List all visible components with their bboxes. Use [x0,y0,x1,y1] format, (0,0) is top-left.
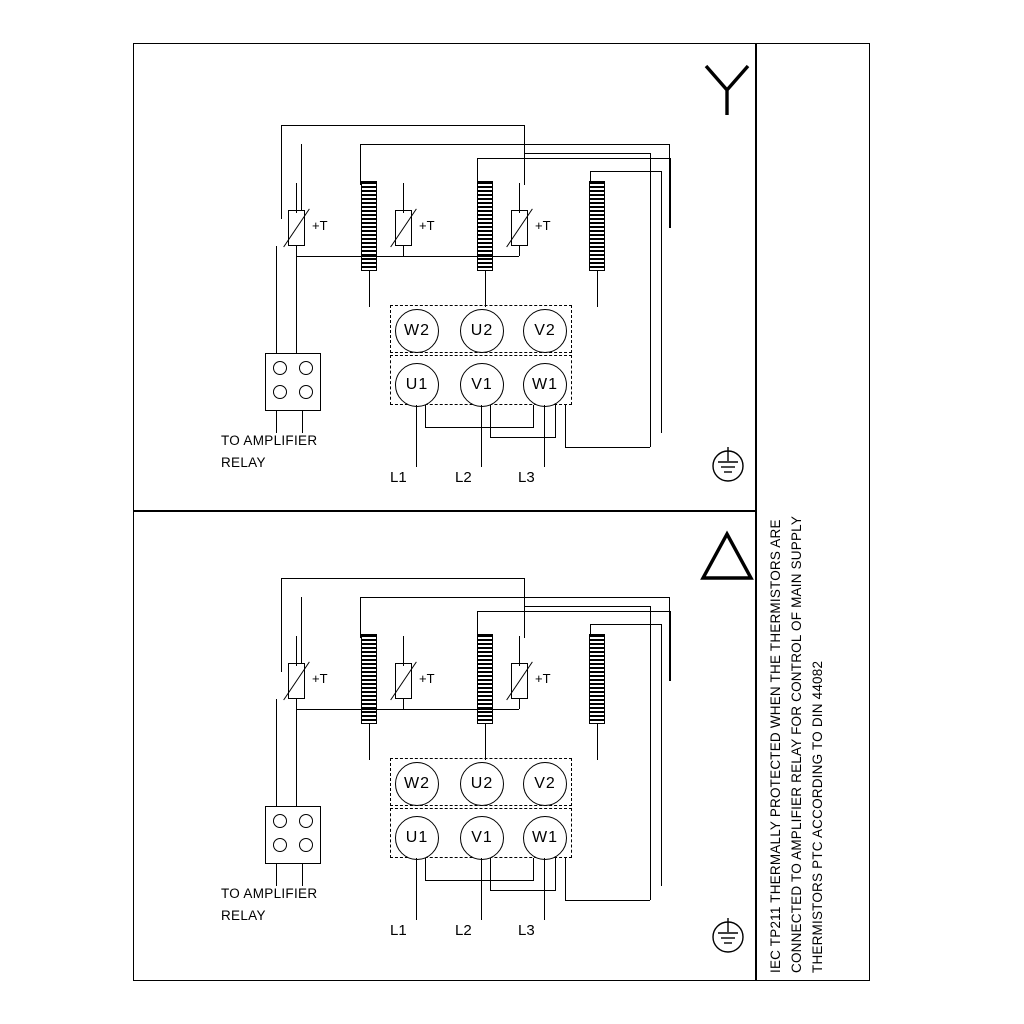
amplifier-caption-line1: TO AMPLIFIER [221,433,318,448]
supply-label-l2: L2 [455,922,472,939]
note-line-2: CONNECTED TO AMPLIFIER RELAY FOR CONTROL OF MAIN SUPPLY [789,515,804,973]
amplifier-connector-block [265,353,321,411]
amplifier-caption-line1: TO AMPLIFIER [221,886,318,901]
connector-hole [299,385,313,399]
thermistor-label: +T [419,218,435,233]
supply-label-l3: L3 [518,469,535,486]
connector-hole [299,814,313,828]
terminal-v1[interactable]: V1 [460,816,504,860]
wye-star-icon [696,58,758,118]
terminal-w1[interactable]: W1 [523,363,567,407]
motor-winding-coil [589,181,605,271]
connector-hole [273,814,287,828]
terminal-v2[interactable]: V2 [523,762,567,806]
note-line-1: IEC TP211 THERMALLY PROTECTED WHEN THE THERMISTORS ARE [768,519,783,973]
supply-label-l1: L1 [390,469,407,486]
motor-winding-coil [361,181,377,271]
delta-triangle-icon [696,528,758,586]
terminal-u2[interactable]: U2 [460,309,504,353]
connector-hole [273,385,287,399]
earth-ground-icon [705,443,751,489]
earth-ground-icon [705,914,751,960]
connector-hole [299,838,313,852]
motor-winding-coil [589,634,605,724]
thermistor-label: +T [312,671,328,686]
terminal-w2[interactable]: W2 [395,762,439,806]
terminal-v2[interactable]: V2 [523,309,567,353]
terminal-w2[interactable]: W2 [395,309,439,353]
notes-column [757,43,869,981]
amplifier-caption-line2: RELAY [221,908,266,923]
connector-hole [299,361,313,375]
motor-winding-coil [477,181,493,271]
connector-hole [273,838,287,852]
terminal-u1[interactable]: U1 [395,363,439,407]
amplifier-caption-line2: RELAY [221,455,266,470]
motor-winding-coil [361,634,377,724]
note-line-3: THERMISTORS PTC ACCORDING TO DIN 44082 [810,660,825,973]
motor-winding-coil [477,634,493,724]
thermistor-label: +T [312,218,328,233]
supply-label-l3: L3 [518,922,535,939]
thermistor-label: +T [535,218,551,233]
terminal-u1[interactable]: U1 [395,816,439,860]
terminal-w1[interactable]: W1 [523,816,567,860]
supply-label-l1: L1 [390,922,407,939]
terminal-u2[interactable]: U2 [460,762,504,806]
panel-star-connection [133,43,755,510]
connector-hole [273,361,287,375]
terminal-v1[interactable]: V1 [460,363,504,407]
supply-label-l2: L2 [455,469,472,486]
panel-delta-connection [133,512,755,979]
thermistor-label: +T [419,671,435,686]
amplifier-connector-block [265,806,321,864]
thermistor-label: +T [535,671,551,686]
